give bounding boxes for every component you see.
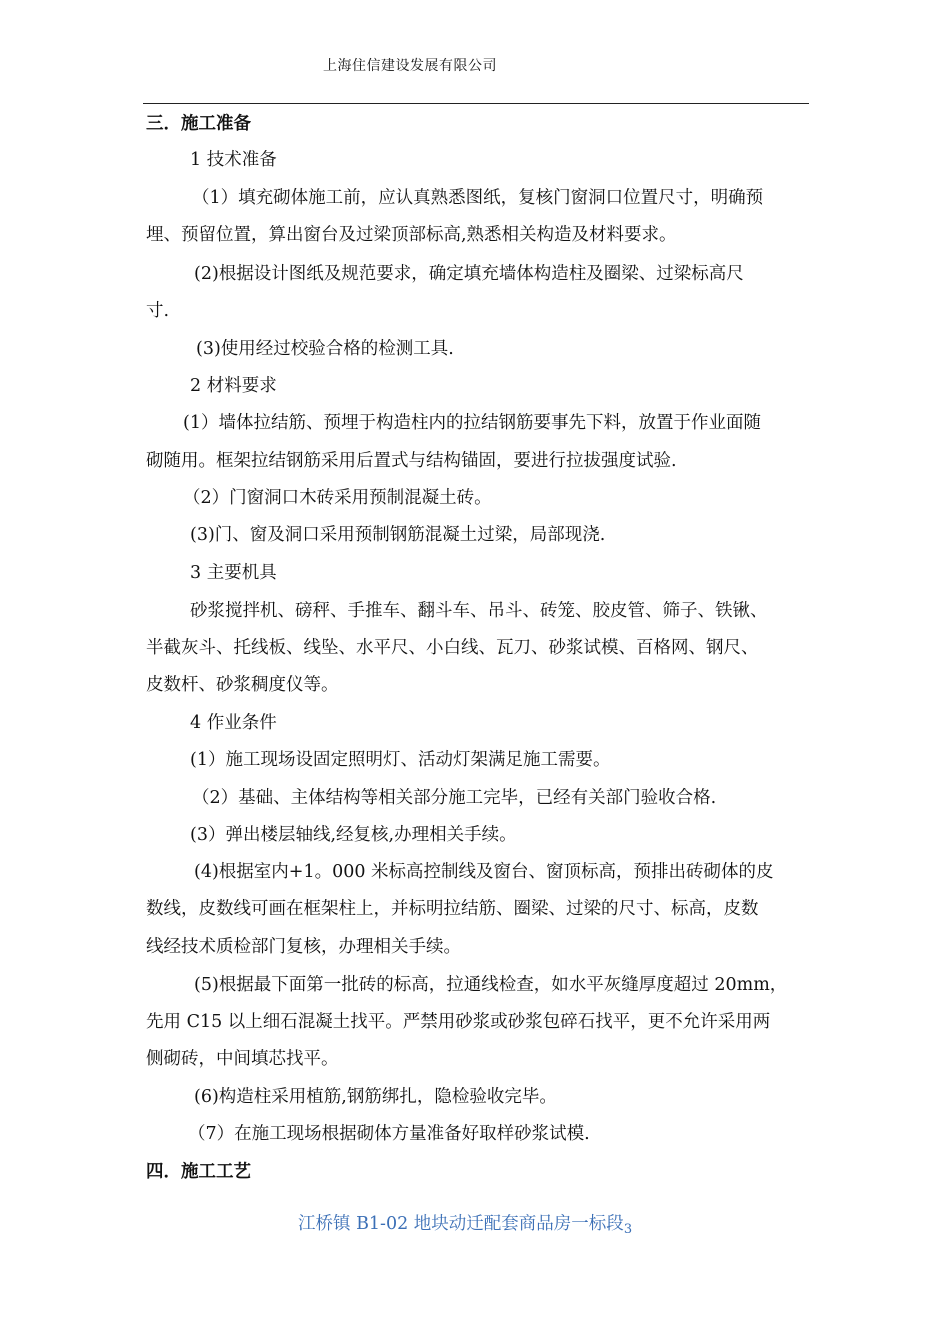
paragraph-line: (3）弹出楼层轴线,经复核,办理相关手续。 <box>190 825 517 845</box>
section-3-title: 三．施工准备 <box>146 114 251 134</box>
paragraph-line: (3)使用经过校验合格的检测工具. <box>196 339 454 359</box>
paragraph-line: 寸. <box>146 301 170 321</box>
paragraph-line: 数线，皮数线可画在框架柱上，并标明拉结筋、圈梁、过梁的尺寸、标高，皮数 <box>146 899 759 919</box>
paragraph-line: 皮数杆、砂浆稠度仪等。 <box>146 675 339 695</box>
paragraph-line: (3)门、窗及洞口采用预制钢筋混凝土过梁，局部现浇. <box>190 525 606 545</box>
paragraph-line: 先用 C15 以上细石混凝土找平。严禁用砂浆或砂浆包碎石找平，更不允许采用两 <box>146 1012 771 1032</box>
section-4-title: 四．施工工艺 <box>146 1162 251 1182</box>
paragraph-line: （2）基础、主体结构等相关部分施工完毕，已经有关部门验收合格. <box>192 788 717 808</box>
subsection-3-title: 3 主要机具 <box>190 563 277 583</box>
paragraph-line: (2)根据设计图纸及规范要求，确定填充墙体构造柱及圈梁、过梁标高尺 <box>194 264 744 284</box>
subsection-4-title: 4 作业条件 <box>190 713 277 733</box>
paragraph-line: 线经技术质检部门复核，办理相关手续。 <box>146 937 461 957</box>
paragraph-line: 埋、预留位置，算出窗台及过梁顶部标高,熟悉相关构造及材料要求。 <box>146 225 677 245</box>
header-divider <box>143 103 809 104</box>
subsection-2-title: 2 材料要求 <box>190 376 277 396</box>
paragraph-line: 半截灰斗、托线板、线坠、水平尺、小白线、瓦刀、砂浆试模、百格网、钢尺、 <box>146 638 759 658</box>
subsection-1-title: 1 技术准备 <box>190 150 277 170</box>
paragraph-line: （7）在施工现场根据砌体方量准备好取样砂浆试模. <box>188 1124 590 1144</box>
paragraph-line: (6)构造柱采用植筋,钢筋绑扎，隐检验收完毕。 <box>194 1087 557 1107</box>
paragraph-line: （1）填充砌体施工前，应认真熟悉图纸，复核门窗洞口位置尺寸，明确预 <box>192 188 764 208</box>
paragraph-line: 砂浆搅拌机、磅秤、手推车、翻斗车、吊斗、砖笼、胶皮管、筛子、铁锹、 <box>190 601 768 621</box>
company-name: 上海住信建设发展有限公司 <box>323 58 497 74</box>
paragraph-line: 砌随用。框架拉结钢筋采用后置式与结构锚固，要进行拉拔强度试验. <box>146 451 677 471</box>
paragraph-line: (1）墙体拉结筋、预埋于构造柱内的拉结钢筋要事先下料，放置于作业面随 <box>183 413 761 433</box>
page-footer <box>298 1210 632 1237</box>
paragraph-line: (4)根据室内+1。000 米标高控制线及窗台、窗顶标高，预排出砖砌体的皮 <box>194 862 774 882</box>
paragraph-line: （2）门窗洞口木砖采用预制混凝土砖。 <box>183 488 492 508</box>
paragraph-line: (1）施工现场设固定照明灯、活动灯架满足施工需要。 <box>190 750 611 770</box>
footer-project-name: 江桥镇 B1-02 地块动迁配套商品房一标段 <box>298 1214 624 1234</box>
paragraph-line: (5)根据最下面第一批砖的标高，拉通线检查，如水平灰缝厚度超过 20mm， <box>194 975 788 995</box>
paragraph-line: 侧砌砖，中间填芯找平。 <box>146 1049 339 1069</box>
page-number: 3 <box>623 1222 633 1237</box>
